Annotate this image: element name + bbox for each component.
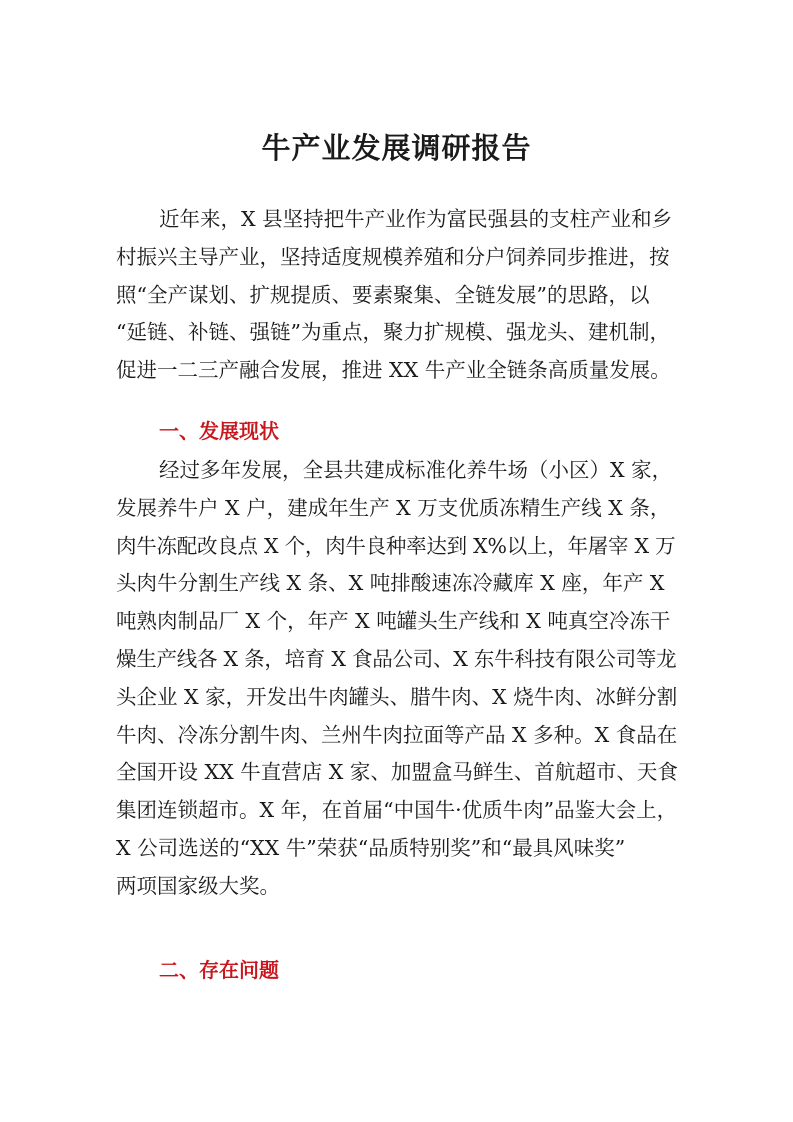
paragraph-line: 燥生产线各 X 条，培育 X 食品公司、X 东牛科技有限公司等龙 [116, 646, 677, 671]
paragraph-line: 牛肉、冷冻分割牛肉、兰州牛肉拉面等产品 X 多种。X 食品在 [116, 722, 678, 747]
paragraph-line: 照“全产谋划、扩规提质、要素聚集、全链发展”的思路，以 [116, 282, 650, 307]
section-heading-1: 一、发展现状 [159, 419, 279, 443]
paragraph-line: 两项国家级大奖。 [116, 873, 280, 898]
paragraph-line: 促进一二三产融合发展，推进 XX 牛产业全链条高质量发展。 [116, 358, 671, 383]
section1-paragraph [116, 452, 678, 906]
paragraph-line: “延链、补链、强链”为重点，聚力扩规模、强龙头、建机制， [116, 320, 670, 345]
paragraph-line: 头企业 X 家，开发出牛肉罐头、腊牛肉、X 烧牛肉、冰鲜分割 [116, 684, 678, 709]
section-heading-2: 二、存在问题 [159, 958, 279, 982]
paragraph-line: 近年来，X 县坚持把牛产业作为富民强县的支柱产业和乡 [159, 207, 673, 231]
paragraph-line: 集团连锁超市。X 年，在首届“中国牛·优质牛肉”品鉴大会上， [116, 798, 678, 823]
paragraph-line: X 公司选送的“XX 牛”荣获“品质特别奖”和“最具风味奖” [116, 835, 626, 860]
paragraph-line: 全国开设 XX 牛直营店 X 家、加盟盒马鲜生、首航超市、天食 [116, 760, 678, 785]
paragraph-line: 头肉牛分割生产线 X 条、X 吨排酸速冻冷藏库 X 座，年产 X [116, 571, 665, 596]
paragraph-line: 村振兴主导产业，坚持适度规模养殖和分户饲养同步推进，按 [116, 244, 670, 269]
paragraph-line: 发展养牛户 X 户，建成年生产 X 万支优质冻精生产线 X 条， [116, 495, 671, 520]
paragraph-line: 经过多年发展，全县共建成标准化养牛场（小区）X 家， [159, 458, 673, 482]
paragraph-line: 吨熟肉制品厂 X 个，年产 X 吨罐头生产线和 X 吨真空冷冻干 [116, 609, 671, 634]
document-title: 牛产业发展调研报告 [261, 131, 532, 165]
intro-paragraph [116, 201, 678, 390]
paragraph-line: 肉牛冻配改良点 X 个，肉牛良种率达到 X%以上，年屠宰 X 万 [116, 533, 676, 558]
